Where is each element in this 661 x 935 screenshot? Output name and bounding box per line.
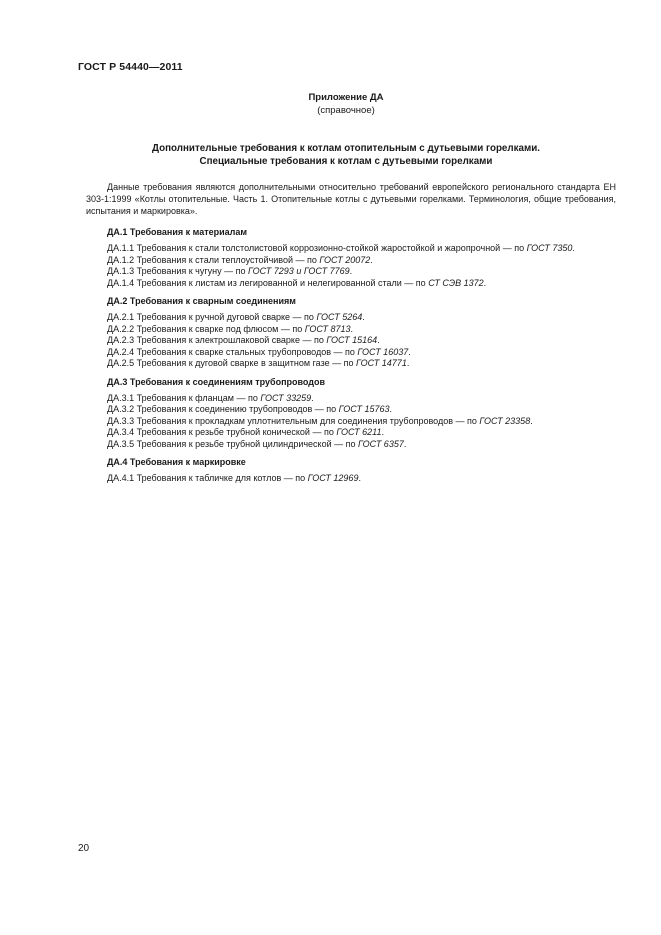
list-item: ДА.3.3 Требования к прокладкам уплотнительным для соединения трубопроводов — по ГОСТ 23358.: [107, 415, 533, 426]
main-title-line-1: Дополнительные требования к котлам отопительным с дутьевыми горелками.: [152, 143, 540, 154]
list-item: ДА.2.5 Требования к дуговой сварке в защитном газе — по ГОСТ 14771.: [107, 358, 410, 368]
list-item: ДА.2.3 Требования к электрошлаковой сварке — по ГОСТ 15164.: [107, 335, 380, 345]
section-marking: [107, 456, 627, 485]
standard-reference: СТ СЭВ 1372: [428, 277, 484, 288]
list-item: ДА.2.2 Требования к сварке под флюсом — по ГОСТ 8713.: [107, 323, 354, 334]
appendix-title: Приложение ДА: [308, 92, 384, 103]
standard-reference: ГОСТ 6357: [358, 438, 404, 449]
standard-reference: ГОСТ 33259: [260, 392, 312, 403]
standard-reference: ГОСТ 15164: [326, 335, 378, 345]
standard-reference: ГОСТ 7293 и ГОСТ 7769: [248, 266, 350, 276]
standard-reference: ГОСТ 23358: [479, 415, 531, 426]
list-item: ДА.1.3 Требования к чугуну — по ГОСТ 7293 и ГОСТ 7769.: [107, 266, 353, 276]
standard-reference: ГОСТ 6211: [336, 427, 382, 437]
list-item: ДА.3.2 Требования к соединению трубопроводов — по ГОСТ 15763.: [107, 404, 393, 414]
main-title: [0, 142, 661, 168]
list-item: ДА.3.5 Требования к резьбе трубной цилиндрической — по ГОСТ 6357.: [107, 438, 407, 449]
page-number: 20: [78, 843, 90, 854]
list-item: ДА.2.1 Требования к ручной дуговой сварке — по ГОСТ 5264.: [107, 312, 365, 322]
section-materials: [107, 226, 627, 289]
standard-reference: ГОСТ 8713: [304, 323, 351, 334]
requirements-list: [107, 226, 627, 491]
list-item: ДА.1.4 Требования к листам из легированной и нелегированной стали — по СТ СЭВ 1372.: [107, 277, 487, 288]
standard-reference: ГОСТ 14771: [356, 358, 407, 368]
list-item: ДА.2.4 Требования к сварке стальных трубопроводов — по ГОСТ 16037.: [107, 346, 411, 357]
standard-reference: ГОСТ 7350: [526, 243, 573, 253]
section-title: ДА.4 Требования к маркировке: [107, 457, 246, 467]
main-title-line-2: Специальные требования к котлам с дутьевыми горелками: [199, 156, 493, 167]
section-title: ДА.3 Требования к соединениям трубопроводов: [107, 376, 326, 387]
section-title: ДА.2 Требования к сварным соединениям: [107, 296, 296, 306]
document-code: ГОСТ Р 54440—2011: [78, 61, 183, 73]
list-item: ДА.1.1 Требования к стали толстолистовой коррозионно-стойкой жаростойкой и жаропрочной — по ГОСТ 7350.: [107, 243, 575, 253]
section-welded-joints: [107, 295, 627, 370]
intro-paragraph: Данные требования являются дополнительными относительно требований европейского регионального стандарта ЕН 303-1:1999 «Котлы отопительные. Часть 1. Отопительные котлы с дутьевыми горелками. Терминология, общие требования, испытания и маркировка».: [86, 182, 616, 217]
standard-reference: ГОСТ 5264: [316, 312, 363, 322]
standard-reference: ГОСТ 12969: [307, 473, 359, 483]
list-item: ДА.1.2 Требования к стали теплоустойчивой — по ГОСТ 20072.: [107, 254, 373, 265]
appendix-heading: [0, 91, 661, 117]
list-item: ДА.3.1 Требования к фланцам — по ГОСТ 33259.: [107, 392, 314, 403]
standard-reference: ГОСТ 15763: [338, 404, 390, 414]
section-pipeline-joints: [107, 376, 627, 451]
standard-reference: ГОСТ 16037: [357, 346, 409, 357]
appendix-subtitle: (справочное): [317, 105, 375, 116]
list-item: ДА.3.4 Требования к резьбе трубной конической — по ГОСТ 6211.: [107, 427, 385, 437]
standard-reference: ГОСТ 20072: [319, 254, 371, 265]
section-title: ДА.1 Требования к материалам: [107, 227, 248, 237]
list-item: ДА.4.1 Требования к табличке для котлов — по ГОСТ 12969.: [107, 473, 361, 483]
